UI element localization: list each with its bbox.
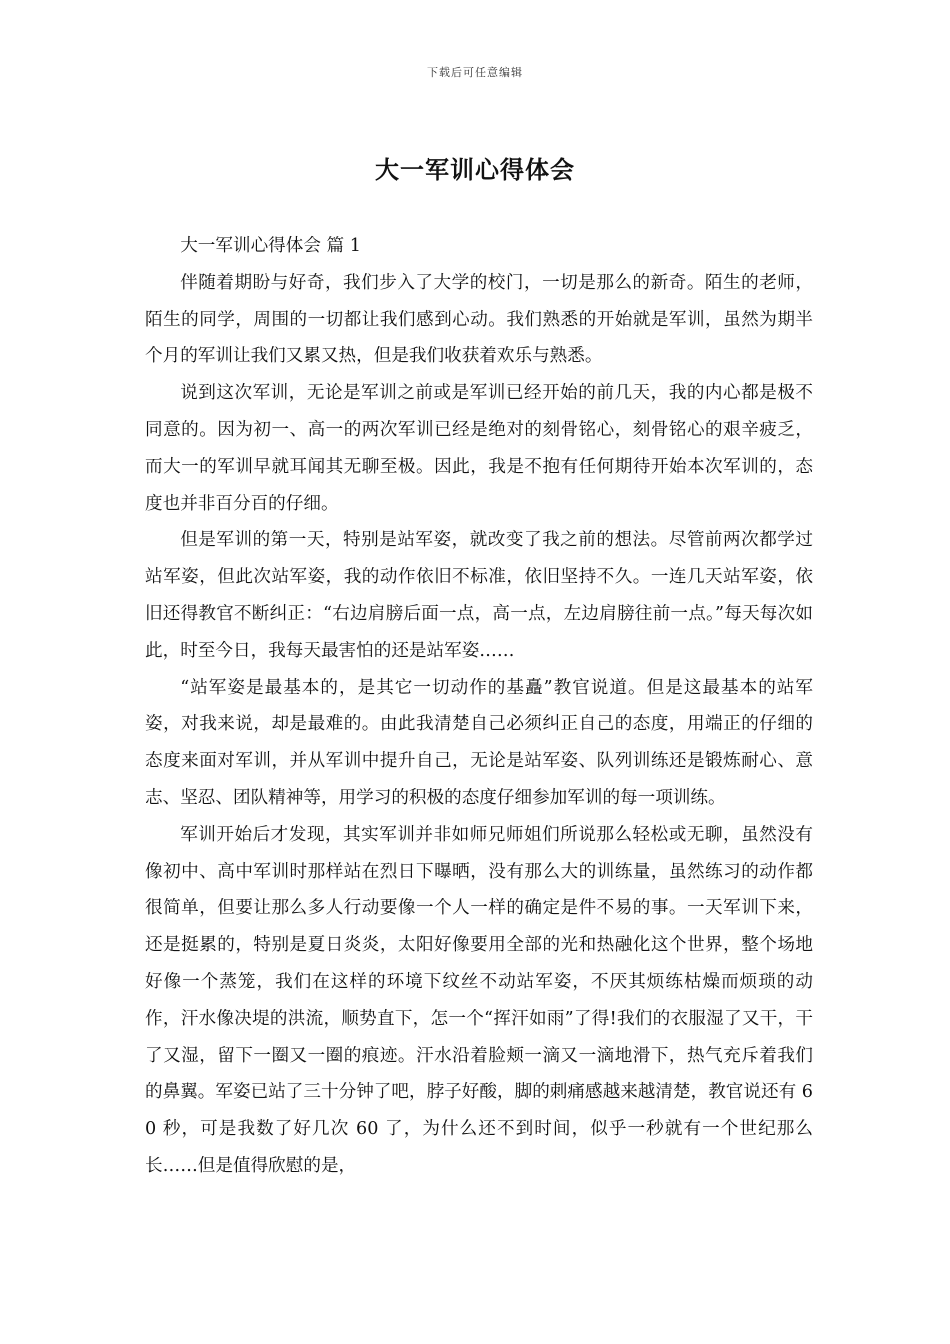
section-heading: 大一军训心得体会 篇 1	[180, 236, 361, 256]
document-body	[145, 228, 813, 1185]
paragraph-3: 但是军训的第一天，特别是站军姿，就改变了我之前的想法。尽管前两次都学过站军姿，但此次站军姿，我的动作依旧不标准，依旧坚持不久。一连几天站军姿，依旧还得教官不断纠正：“右边肩膀后面一点，高一点，左边肩膀往前一点。”每天每次如此，时至今日，我每天最害怕的还是站军姿……	[145, 530, 813, 661]
document-title: 大一军训心得体会	[375, 155, 575, 184]
paragraph-2: 说到这次军训，无论是军训之前或是军训已经开始的前几天，我的内心都是极不同意的。因为初一、高一的两次军训已经是绝对的刻骨铭心，刻骨铭心的艰辛疲乏，而大一的军训早就耳闻其无聊至极。因此，我是不抱有任何期待开始本次军训的，态度也并非百分百的仔细。	[145, 383, 813, 514]
paragraph-4: “站军姿是最基本的，是其它一切动作的基矗”教官说道。但是这最基本的站军姿，对我来说，却是最难的。由此我清楚自己必须纠正自己的态度，用端正的仔细的态度来面对军训，并从军训中提升自己，无论是站军姿、队列训练还是锻炼耐心、意志、坚忍、团队精神等，用学习的积极的态度仔细参加军训的每一项训练。	[145, 677, 813, 808]
paragraph-5: 军训开始后才发现，其实军训并非如师兄师姐们所说那么轻松或无聊，虽然没有像初中、高中军训时那样站在烈日下曝晒，没有那么大的训练量，虽然练习的动作都很简单，但要让那么多人行动要像一个人一样的确定是件不易的事。一天军训下来，还是挺累的，特别是夏日炎炎，太阳好像要用全部的光和热融化这个世界，整个场地好像一个蒸笼，我们在这样的环境下纹丝不动站军姿，不厌其烦练枯燥而烦琐的动作，汗水像决堤的洪流，顺势直下，怎一个“挥汗如雨”了得!我们的衣服湿了又干，干了又湿，留下一圈又一圈的痕迹。汗水沿着脸颊一滴又一滴地滑下，热气充斥着我们的鼻翼。军姿已站了三十分钟了吧，脖子好酸，脚的刺痛感越来越清楚，教官说还有 60 秒，可是我数了好几次 60 了，为什么还不到时间，似乎一秒就有一个世纪那么长……但是值得欣慰的是，	[145, 824, 813, 1176]
paragraph-1: 伴随着期盼与好奇，我们步入了大学的校门，一切是那么的新奇。陌生的老师，陌生的同学，周围的一切都让我们感到心动。我们熟悉的开始就是军训，虽然为期半个月的军训让我们又累又热，但是我们收获着欢乐与熟悉。	[145, 272, 813, 367]
header-note: 下载后可任意编辑	[427, 66, 523, 79]
